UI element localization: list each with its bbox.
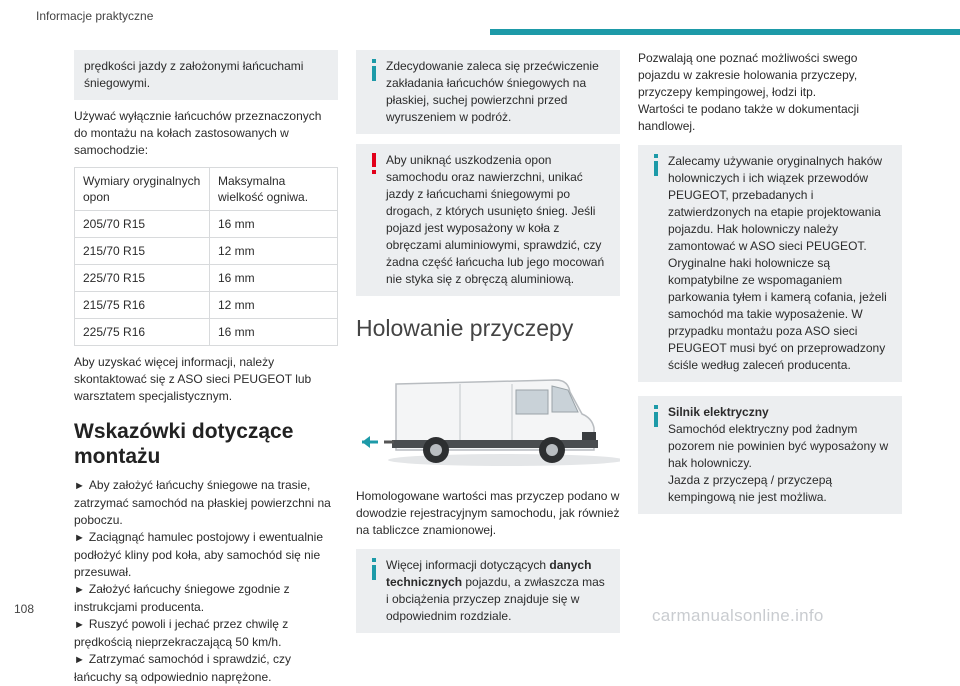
info-note-text: Zdecydowanie zaleca się przećwiczenie zakładania łańcuchów śniegowych na płaskiej, suchej powierzchni przed wyruszeniem w podróż.	[386, 59, 599, 124]
electric-note-text-2: Jazda z przyczepą / przyczepą kempingową nie jest możliwa.	[668, 473, 833, 504]
info-icon	[366, 59, 382, 81]
column-2	[356, 50, 620, 633]
mounting-steps	[74, 477, 338, 686]
contact-info: Aby uzyskać więcej informacji, należy skontaktować się z ASO sieci PEUGEOT lub warsztatem specjalistycznym.	[74, 355, 312, 403]
column-3	[638, 50, 902, 514]
towing-section-title: Holowanie przyczepy	[356, 315, 574, 341]
list-item: ► Zatrzymać samochód i sprawdzić, czy łańcuchy są odpowiednio naprężone.	[74, 652, 291, 684]
column-1	[74, 50, 338, 686]
table-row	[75, 238, 338, 265]
table-cell: 16 mm	[210, 319, 338, 346]
list-item: ► Aby założyć łańcuchy śniegowe na trasie, zatrzymać samochód na płaskiej powierzchni na poboczu.	[74, 478, 331, 527]
table-cell: 225/75 R16	[75, 319, 210, 346]
table-row	[75, 211, 338, 238]
continued-note-text: prędkości jazdy z założonymi łańcuchami śniegowymi.	[84, 59, 304, 90]
mounting-heading: Wskazówki dotyczące montażu	[74, 420, 294, 468]
electric-note-text: Samochód elektryczny pod żadnym pozorem nie powinien być wyposażony w hak holowniczy.	[668, 422, 889, 470]
chains-intro: Używać wyłącznie łańcuchów przeznaczonych do montażu na kołach zastosowanych w samochodzie:	[74, 109, 322, 157]
table-cell: 215/75 R16	[75, 292, 210, 319]
step-arrow-icon: ►	[74, 584, 85, 596]
table-cell: 225/70 R15	[75, 265, 210, 292]
watermark: carmanualsonline.info	[652, 606, 824, 625]
warning-note-chains	[356, 144, 620, 296]
table-row	[75, 292, 338, 319]
info-icon	[366, 558, 382, 580]
towing-capabilities-text: Pozwalają one poznać możliwości swego pojazdu w zakresie holowania przyczepy, przyczepy kempingowej, łodzi itp.	[638, 51, 858, 99]
step-arrow-icon: ►	[74, 619, 85, 631]
info-note-text: Więcej informacji dotyczących danych technicznych pojazdu, a zwłaszcza mas i obciążenia przyczep znajduje się w odpowiednim rozdziale.	[386, 558, 605, 623]
page-number: 108	[14, 602, 35, 616]
table-header-cell: Wymiary oryginalnych opon	[75, 168, 210, 211]
list-item: ► Założyć łańcuchy śniegowe zgodnie z instrukcjami producenta.	[74, 582, 290, 614]
info-icon	[648, 154, 664, 176]
info-note-towbar	[638, 145, 902, 382]
step-arrow-icon: ►	[74, 480, 85, 492]
header-accent-bar	[490, 29, 960, 35]
table-row	[75, 265, 338, 292]
list-item: ► Ruszyć powoli i jechać przez chwilę z prędkością nieprzekraczającą 50 km/h.	[74, 617, 289, 649]
warning-exclamation-icon	[366, 153, 382, 175]
list-item: ► Zaciągnąć hamulec postojowy i ewentualnie podłożyć kliny pod koła, aby samochód się nie przesuwał.	[74, 530, 324, 579]
table-cell: 16 mm	[210, 265, 338, 292]
info-note-chains	[356, 50, 620, 134]
table-header-cell: Maksymalna wielkość ogniwa.	[210, 168, 338, 211]
van-towing-illustration	[356, 362, 620, 472]
header-title: Informacje praktyczne	[36, 9, 154, 23]
info-note-technical	[356, 549, 620, 633]
table-cell: 12 mm	[210, 292, 338, 319]
towing-body-text: Homologowane wartości mas przyczep podano w dowodzie rejestracyjnym samochodu, jak również na tabliczce znamionowej.	[356, 489, 620, 537]
step-arrow-icon: ►	[74, 532, 85, 544]
tyre-chain-table	[74, 167, 338, 346]
table-cell: 16 mm	[210, 211, 338, 238]
electric-note-title: Silnik elektryczny	[668, 405, 769, 419]
table-cell: 215/70 R15	[75, 238, 210, 265]
info-icon	[648, 405, 664, 427]
continued-note-box	[74, 50, 338, 100]
table-row	[75, 319, 338, 346]
info-note-text: Zalecamy używanie oryginalnych haków holowniczych i ich wiązek przewodów PEUGEOT, przebadanych i zatwierdzonych na etapie projektowania pojazdu. Hak holowniczy należy zamontować w ASO sieci PEUGEOT. Oryginalne haki holownicze są kompatybilne ze wspomaganiem parkowania tyłem i kamerą cofania, jeżeli samochód ma takie wyposażenie. W przypadku montażu poza ASO sieci PEUGEOT musi być on przeprowadzony ściśle według zaleceń producenta.	[668, 154, 887, 372]
table-cell: 12 mm	[210, 238, 338, 265]
table-header-row	[75, 168, 338, 211]
step-arrow-icon: ►	[74, 654, 85, 666]
towing-docs-text: Wartości te podano także w dokumentacji handlowej.	[638, 102, 859, 133]
van-icon	[356, 362, 620, 472]
table-cell: 205/70 R15	[75, 211, 210, 238]
info-note-electric	[638, 396, 902, 514]
warning-note-text: Aby uniknąć uszkodzenia opon samochodu oraz nawierzchni, unikać jazdy z łańcuchami śniegowymi po drogach, z których usunięto śnieg. Jeśli pojazd jest wyposażony w koła z obręczami aluminiowymi, sprawdzić, czy żadna część łańcucha lub jego mocowań nie styka się z obręczą aluminiową.	[386, 153, 605, 286]
